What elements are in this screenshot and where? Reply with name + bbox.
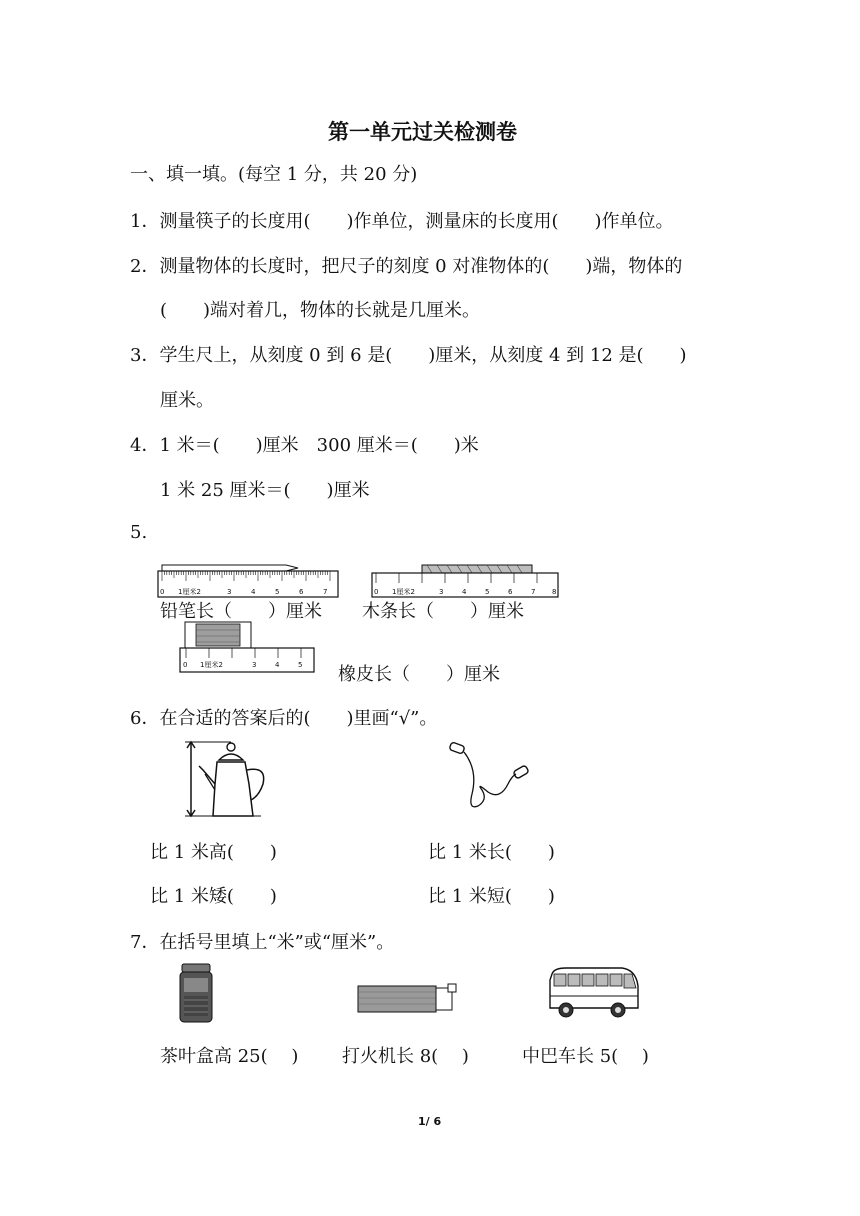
question-4-line-1: 4．1 米＝( )厘米 300 厘米＝( )米 [130, 435, 479, 456]
question-7: 7．在括号里填上“米”或“厘米”。 [130, 932, 395, 953]
bus-option: 中巴车长 5( ) [522, 1046, 649, 1067]
tick-label: 0 [374, 588, 379, 596]
page-number: 1/ 6 [418, 1115, 442, 1128]
section-heading: 一、填一填。(每空 1 分，共 20 分) [130, 164, 418, 185]
tick-label: 6 [508, 588, 513, 596]
jump-rope-icon [448, 740, 538, 820]
question-2-line-1: 2．测量物体的长度时，把尺子的刻度 0 对准物体的( )端，物体的 [130, 256, 683, 277]
question-6: 6．在合适的答案后的( )里画“√”。 [130, 708, 438, 729]
tea-box-icon [176, 962, 216, 1026]
tick-label: 1厘米2 [392, 588, 415, 596]
tea-box-option: 茶叶盒高 25( ) [160, 1046, 299, 1067]
tick-label: 3 [252, 661, 257, 669]
tick-label: 8 [552, 588, 557, 596]
kettle-option-lower: 比 1 米矮( ) [150, 886, 277, 907]
lighter-option: 打火机长 8( ) [342, 1046, 469, 1067]
tick-label: 3 [439, 588, 444, 596]
tick-label: 7 [531, 588, 536, 596]
rope-option-shorter: 比 1 米短( ) [428, 886, 555, 907]
tick-label: 5 [298, 661, 303, 669]
kettle-icon [183, 740, 273, 820]
tick-label: 4 [275, 661, 280, 669]
tick-label: 0 [183, 661, 188, 669]
tick-label: 1厘米2 [200, 661, 223, 669]
tick-label: 1厘米2 [178, 588, 201, 596]
eraser-ruler-figure [180, 622, 320, 674]
bus-icon [546, 966, 642, 1024]
tick-label: 4 [462, 588, 467, 596]
wood-strip-icon [422, 565, 532, 573]
tick-label: 5 [485, 588, 490, 596]
wood-length-label: 木条长（ ）厘米 [362, 601, 524, 622]
tick-label: 3 [227, 588, 232, 596]
question-1: 1．测量筷子的长度用( )作单位，测量床的长度用( )作单位。 [130, 211, 674, 232]
question-4-line-2: 1 米 25 厘米＝( )厘米 [160, 480, 370, 501]
question-3-line-2: 厘米。 [160, 390, 214, 411]
page-title: 第一单元过关检测卷 [328, 120, 517, 144]
question-3-line-1: 3．学生尺上，从刻度 0 到 6 是( )厘米，从刻度 4 到 12 是( ) [130, 345, 687, 366]
question-5-number: 5. [130, 522, 148, 543]
pencil-icon [162, 565, 298, 571]
tick-label: 6 [299, 588, 304, 596]
tick-label: 0 [160, 588, 165, 596]
pencil-ruler-figure [158, 563, 343, 599]
tick-label: 4 [251, 588, 256, 596]
pencil-length-label: 铅笔长（ ）厘米 [160, 601, 322, 622]
rope-option-longer: 比 1 米长( ) [428, 842, 555, 863]
kettle-option-higher: 比 1 米高( ) [150, 842, 277, 863]
eraser-length-label: 橡皮长（ ）厘米 [338, 664, 500, 685]
question-2-line-2: ( )端对着几，物体的长就是几厘米。 [160, 300, 481, 321]
tick-label: 5 [275, 588, 280, 596]
tick-label: 7 [323, 588, 328, 596]
wood-ruler-figure [372, 563, 562, 599]
lighter-icon [356, 982, 460, 1016]
